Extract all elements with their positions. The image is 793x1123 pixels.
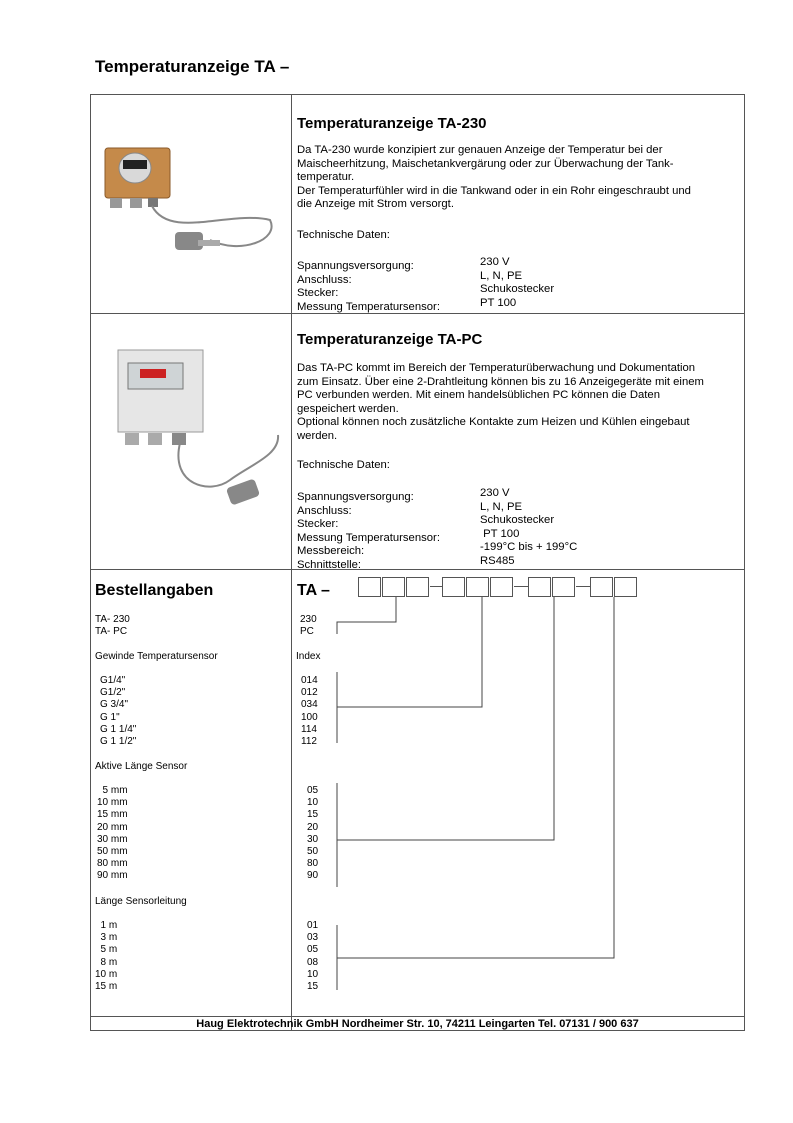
length-code: 30 (307, 833, 319, 845)
length-label: 10 mm (97, 797, 128, 809)
cable-code: 01 (307, 920, 319, 931)
cable-code: 03 (307, 932, 319, 944)
thread-heading: Gewinde Temperatursensor (95, 651, 218, 662)
spec-label: Messbereich: (297, 545, 365, 558)
length-code: 90 (307, 870, 319, 882)
type-code: PC (300, 626, 314, 638)
spec-label: Anschluss: (297, 273, 352, 286)
tech-data-label: Technische Daten: (297, 459, 390, 471)
thread-labels (100, 675, 136, 748)
spec-label: Messung Temperatursensor: (297, 300, 440, 313)
index-label: Index (296, 651, 321, 662)
tech-data-label: Technische Daten: (297, 229, 390, 241)
spec-value: 230 V (480, 256, 510, 268)
spec-label: Stecker: (297, 518, 339, 531)
length-label: 15 mm (97, 809, 128, 821)
cable-label: 5 m (95, 944, 118, 956)
thread-label: G 1 1/2" (100, 736, 137, 748)
description-line: Optional können noch zusätzliche Kontakte zum Heizen und Kühlen eingebaut (297, 416, 690, 429)
description-line: temperatur. (297, 171, 355, 184)
description-line: gespeichert werden. (297, 402, 399, 415)
length-labels (97, 785, 128, 883)
cable-label: 10 m (95, 968, 118, 980)
cable-label: 15 m (95, 981, 118, 993)
description-line: Der Temperaturfühler wird in die Tankwand oder in ein Rohr eingeschraubt und (297, 184, 691, 197)
cable-label: 8 m (95, 956, 118, 968)
cable-label: 3 m (95, 932, 118, 944)
thread-codes (301, 675, 318, 748)
order-code-prefix: TA – (297, 582, 330, 599)
spec-label: Spannungsversorgung: (297, 491, 414, 503)
type-labels (95, 614, 130, 638)
length-heading: Aktive Länge Sensor (95, 761, 188, 772)
spec-value: -199°C bis + 199°C (480, 541, 578, 554)
spec-value: L, N, PE (480, 500, 523, 513)
thread-label: G1/4" (100, 675, 126, 686)
description-line: PC verbunden werden. Mit einem handelsüblichen PC können die Daten (297, 389, 660, 402)
cable-labels (95, 920, 117, 993)
spec-label: Anschluss: (297, 504, 352, 517)
description-line: werden. (297, 429, 338, 442)
thread-code: 034 (301, 699, 318, 711)
spec-value: RS485 (480, 554, 515, 567)
spec-value: Schukostecker (480, 514, 555, 527)
description-line: die Anzeige mit Strom versorgt. (297, 198, 454, 211)
thread-label: G 1" (100, 711, 120, 723)
thread-label: G 1 1/4" (100, 723, 137, 735)
thread-code: 100 (301, 711, 318, 723)
type-codes (300, 614, 317, 638)
cable-codes (307, 920, 318, 993)
spec-value: PT 100 (480, 527, 520, 540)
length-label: 90 mm (97, 870, 128, 882)
order-heading: Bestellangaben (95, 582, 214, 599)
spec-value: Schukostecker (480, 283, 555, 296)
product-title-ta230: Temperaturanzeige TA-230 (297, 115, 487, 132)
cable-code: 15 (307, 981, 319, 993)
spec-value: L, N, PE (480, 269, 523, 282)
thread-code: 012 (301, 687, 318, 699)
cable-code: 05 (307, 944, 319, 956)
length-codes (307, 785, 318, 883)
length-code: 50 (307, 846, 319, 858)
length-label: 50 mm (97, 846, 128, 858)
description-line: zum Einsatz. Über eine 2-Drahtleitung können bis zu 16 Anzeigegeräte mit einem (297, 375, 704, 388)
thread-code: 014 (301, 675, 318, 686)
thread-code: 114 (301, 723, 317, 735)
length-label: 20 mm (97, 821, 128, 833)
length-label: 80 mm (97, 858, 128, 870)
cable-heading: Länge Sensorleitung (95, 896, 187, 907)
length-label: 5 mm (97, 785, 128, 796)
footer: Haug Elektrotechnik GmbH Nordheimer Str. 10, 74211 Leingarten Tel. 07131 / 900 637 (196, 1018, 639, 1030)
description-line: Das TA-PC kommt im Bereich der Temperaturüberwachung und Dokumentation (297, 362, 696, 374)
spec-label: Spannungsversorgung: (297, 260, 414, 272)
spec-label: Schnittstelle: (297, 558, 362, 571)
length-code: 80 (307, 858, 319, 870)
thread-code: 112 (301, 736, 317, 748)
page-title: Temperaturanzeige TA – (95, 57, 290, 76)
spec-value: 230 V (480, 487, 510, 499)
cable-label: 1 m (95, 920, 118, 931)
length-code: 10 (307, 797, 319, 809)
type-label: TA- PC (95, 626, 128, 638)
length-label: 30 mm (97, 833, 128, 845)
description-line: Da TA-230 wurde konzipiert zur genauen Anzeige der Temperatur bei der (297, 144, 663, 156)
length-code: 15 (307, 809, 319, 821)
spec-label: Messung Temperatursensor: (297, 531, 440, 544)
spec-label: Stecker: (297, 287, 339, 300)
description-line: Maischeerhitzung, Maischetankvergärung oder zur Überwachung der Tank- (297, 157, 674, 170)
thread-label: G1/2" (100, 687, 126, 699)
cable-code: 10 (307, 968, 319, 980)
cable-code: 08 (307, 956, 319, 968)
length-code: 20 (307, 821, 319, 833)
product-title-tapc: Temperaturanzeige TA-PC (297, 331, 483, 348)
length-code: 05 (307, 785, 319, 796)
spec-value: PT 100 (480, 296, 517, 309)
type-label: TA- 230 (95, 614, 130, 625)
type-code: 230 (300, 614, 317, 625)
thread-label: G 3/4" (100, 699, 129, 711)
